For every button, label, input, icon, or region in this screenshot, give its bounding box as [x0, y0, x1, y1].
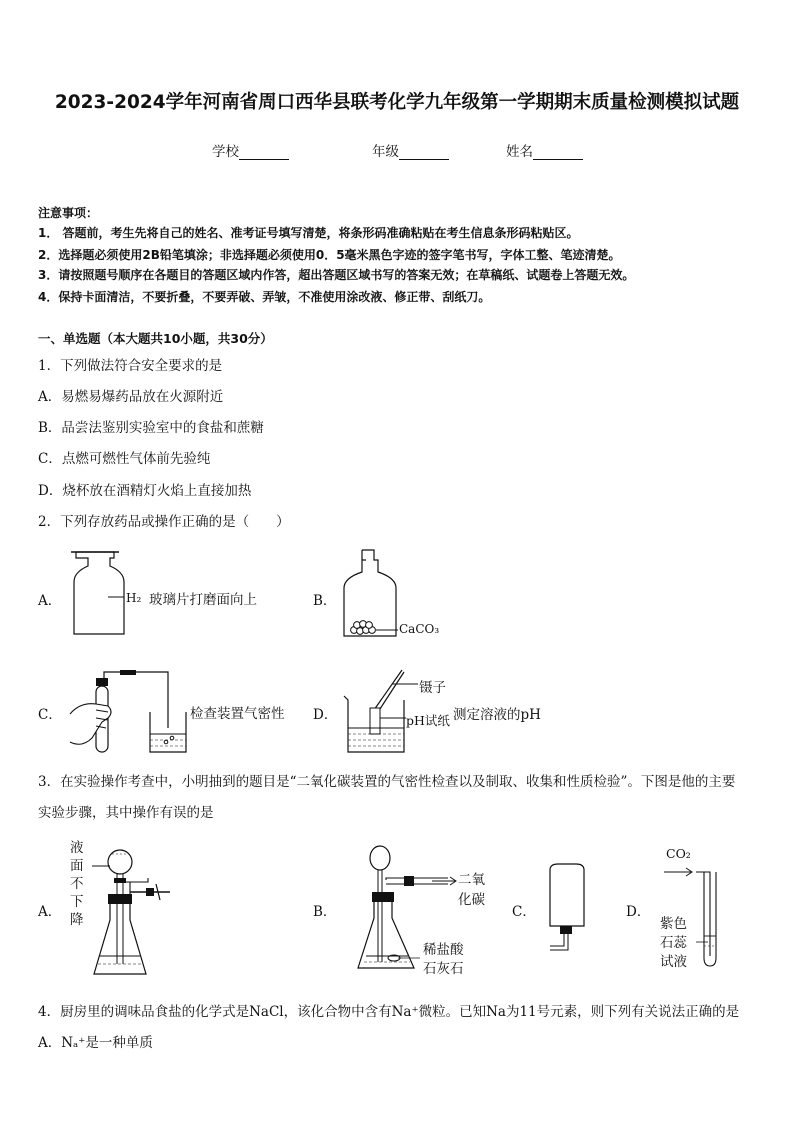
- school-blank[interactable]: [239, 145, 289, 160]
- q2-d-paper: pH试纸: [406, 713, 450, 728]
- q3-stem-line1: 3．在实验操作考查中，小明抽到的题目是“二氧化碳装置的气密性检查以及制取、收集和性质检验”。下图是他的主要: [38, 774, 736, 790]
- q3-a-letter: A．: [38, 904, 62, 920]
- notice-heading: 注意事项：: [38, 206, 99, 220]
- gas-collection-diagram: [546, 860, 590, 954]
- notice-item-3: 3．请按照题号顺序在各题目的答题区域内作答，超出答题区域书写的答案无效；在草稿纸、试题卷上答题无效。: [38, 268, 635, 282]
- q1-stem: 1．下列做法符合安全要求的是: [38, 358, 223, 374]
- section-heading: 一、单选题（本大题共10小题，共30分）: [38, 331, 273, 346]
- q3-stem-line2: 实验步骤，其中操作有误的是: [38, 805, 214, 821]
- school-field: 学校: [212, 140, 289, 160]
- q2-stem: 2．下列存放药品或操作正确的是（ ）: [38, 514, 290, 530]
- q2-a-gas: H₂: [126, 591, 142, 605]
- grade-blank[interactable]: [399, 145, 449, 160]
- q2-a-caption: 玻璃片打磨面向上: [149, 592, 257, 608]
- q3-b-acid: 稀盐酸: [423, 942, 464, 958]
- q2-c-caption: 检查装置气密性: [190, 706, 285, 722]
- airtightness-diagram: [62, 668, 192, 756]
- q2-d-tool: 镊子: [419, 680, 446, 696]
- q2-a-letter: A．: [38, 593, 62, 609]
- q3-d-letter: D．: [626, 904, 651, 920]
- q3-a-label: 液 面 不 下 降: [70, 840, 84, 928]
- q3-d-indicator: 紫色 石蕊 试液: [660, 916, 687, 970]
- grade-field: 年级: [372, 140, 449, 160]
- q2-b-letter: B．: [313, 593, 337, 609]
- q2-c-letter: C．: [38, 707, 62, 723]
- q1-option-b: B．品尝法鉴别实验室中的食盐和蔗糖: [38, 420, 264, 436]
- q1-option-d: D．烧杯放在酒精灯火焰上直接加热: [38, 483, 252, 499]
- notice-item-4: 4．保持卡面清洁，不要折叠，不要弄破、弄皱，不准使用涂改液、修正带、刮纸刀。: [38, 290, 491, 304]
- name-field: 姓名: [506, 140, 583, 160]
- q3-b-gas: 二氧 化碳: [458, 872, 485, 908]
- q1-option-c: C．点燃可燃性气体前先验纯: [38, 451, 211, 467]
- notice-item-2: 2．选择题必须使用2B铅笔填涂；非选择题必须使用0．5毫米黑色字迹的签字笔书写，字体工整、笔迹清楚。: [38, 248, 621, 262]
- q1-option-a: A．易燃易爆药品放在火源附近: [38, 389, 224, 405]
- q2-d-letter: D．: [313, 707, 338, 723]
- q3-b-stone: 石灰石: [423, 961, 464, 977]
- q4-option-a: A．Nₐ⁺是一种单质: [38, 1035, 153, 1051]
- q3-b-letter: B．: [313, 904, 337, 920]
- q4-stem: 4．厨房里的调味品食盐的化学式是NaCl，该化合物中含有Na⁺微粒。已知Na为11号元素，则下列有关说法正确的是: [38, 1004, 740, 1020]
- q2-b-substance: CaCO₃: [399, 622, 440, 636]
- reagent-bottle-diagram: [340, 548, 400, 640]
- name-blank[interactable]: [533, 145, 583, 160]
- flask-funnel-diagram: [86, 846, 182, 980]
- q3-c-letter: C．: [512, 904, 536, 920]
- q3-d-gas: CO₂: [666, 846, 691, 861]
- exam-title: 2023-2024学年河南省周口西华县联考化学九年级第一学期期末质量检测模拟试题: [54, 92, 740, 113]
- q2-d-caption: 测定溶液的pH: [453, 707, 541, 723]
- notice-item-1: 1． 答题前，考生先将自己的姓名、准考证号填写清楚，将条形码准确粘贴在考生信息条形码粘贴区。: [38, 226, 579, 240]
